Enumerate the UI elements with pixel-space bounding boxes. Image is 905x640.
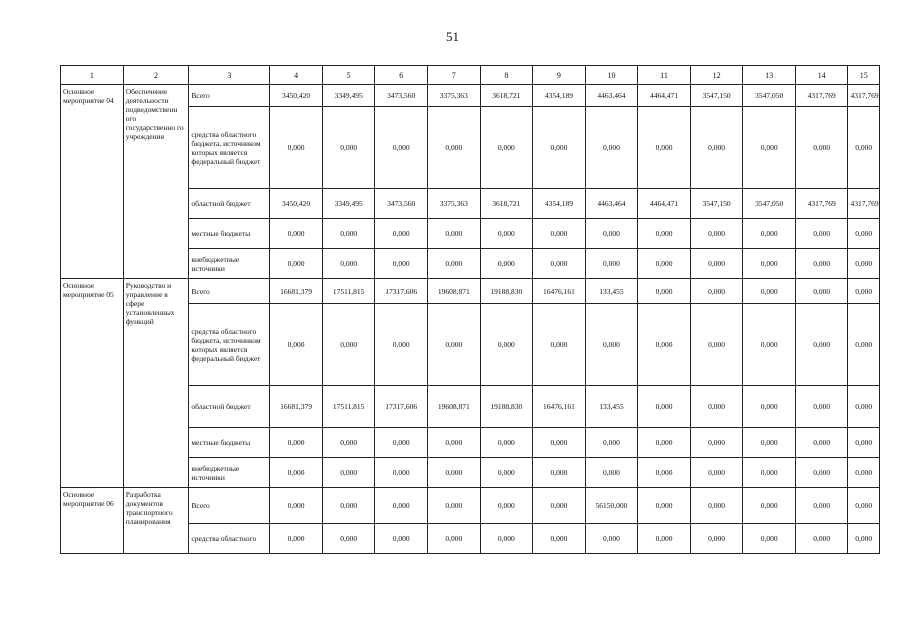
value-cell: 0,000	[375, 428, 428, 458]
value-cell: 0,000	[375, 249, 428, 279]
value-cell: 19188,830	[480, 279, 533, 304]
funding-source-cell: средства областного бюджета, источником которых является федеральный бюджет	[189, 304, 270, 386]
value-cell: 0,000	[743, 524, 796, 554]
event-cell: Основное мероприятие 05	[61, 279, 124, 488]
table-row	[61, 279, 880, 304]
value-cell: 0,000	[638, 107, 691, 189]
column-header: 7	[427, 66, 480, 85]
value-cell: 0,000	[848, 219, 880, 249]
value-cell: 0,000	[638, 458, 691, 488]
value-cell: 0,000	[322, 428, 375, 458]
value-cell: 0,000	[270, 107, 323, 189]
value-cell: 0,000	[638, 279, 691, 304]
value-cell: 0,000	[480, 304, 533, 386]
value-cell: 4464,471	[638, 189, 691, 219]
value-cell: 0,000	[795, 524, 848, 554]
value-cell: 0,000	[690, 249, 743, 279]
value-cell: 0,000	[638, 428, 691, 458]
value-cell: 0,000	[270, 524, 323, 554]
value-cell: 0,000	[480, 249, 533, 279]
value-cell: 0,000	[743, 488, 796, 524]
value-cell: 0,000	[743, 428, 796, 458]
value-cell: 0,000	[795, 107, 848, 189]
funding-source-cell: местные бюджеты	[189, 219, 270, 249]
value-cell: 0,000	[322, 524, 375, 554]
column-header: 3	[189, 66, 270, 85]
value-cell: 16681,379	[270, 279, 323, 304]
value-cell: 0,000	[585, 249, 638, 279]
value-cell: 17511,815	[322, 386, 375, 428]
value-cell: 4317,769	[848, 189, 880, 219]
funding-source-cell: Всего	[189, 85, 270, 107]
value-cell: 19608,871	[427, 386, 480, 428]
value-cell: 0,000	[322, 249, 375, 279]
value-cell: 0,000	[270, 458, 323, 488]
value-cell: 0,000	[427, 304, 480, 386]
column-header: 1	[61, 66, 124, 85]
value-cell: 0,000	[533, 219, 586, 249]
value-cell: 17317,606	[375, 386, 428, 428]
value-cell: 0,000	[638, 524, 691, 554]
column-header: 4	[270, 66, 323, 85]
value-cell: 0,000	[795, 279, 848, 304]
table-row	[61, 85, 880, 107]
value-cell: 0,000	[690, 304, 743, 386]
column-header: 9	[533, 66, 586, 85]
value-cell: 0,000	[427, 488, 480, 524]
column-header: 8	[480, 66, 533, 85]
value-cell: 3547,050	[743, 85, 796, 107]
value-cell: 0,000	[322, 458, 375, 488]
value-cell: 17317,606	[375, 279, 428, 304]
value-cell: 0,000	[375, 488, 428, 524]
value-cell: 0,000	[480, 458, 533, 488]
value-cell: 3618,721	[480, 85, 533, 107]
value-cell: 0,000	[743, 386, 796, 428]
funding-table	[60, 65, 880, 554]
value-cell: 0,000	[690, 279, 743, 304]
value-cell: 16476,161	[533, 386, 586, 428]
value-cell: 4464,471	[638, 85, 691, 107]
event-title-cell: Разработка документов транспортного планирования	[123, 488, 189, 554]
funding-source-cell: внебюджетные источники	[189, 458, 270, 488]
value-cell: 0,000	[638, 249, 691, 279]
value-cell: 4354,189	[533, 85, 586, 107]
value-cell: 0,000	[270, 219, 323, 249]
column-header: 10	[585, 66, 638, 85]
value-cell: 4317,769	[795, 189, 848, 219]
value-cell: 0,000	[375, 458, 428, 488]
funding-source-cell: Всего	[189, 279, 270, 304]
value-cell: 0,000	[795, 428, 848, 458]
value-cell: 0,000	[533, 458, 586, 488]
value-cell: 0,000	[585, 304, 638, 386]
value-cell: 3547,050	[743, 189, 796, 219]
value-cell: 0,000	[480, 428, 533, 458]
value-cell: 3349,495	[322, 189, 375, 219]
value-cell: 0,000	[743, 279, 796, 304]
value-cell: 0,000	[848, 107, 880, 189]
value-cell: 0,000	[848, 458, 880, 488]
value-cell: 0,000	[690, 524, 743, 554]
value-cell: 0,000	[480, 488, 533, 524]
value-cell: 4317,769	[848, 85, 880, 107]
value-cell: 0,000	[270, 249, 323, 279]
funding-source-cell: средства областного	[189, 524, 270, 554]
funding-source-cell: местные бюджеты	[189, 428, 270, 458]
value-cell: 0,000	[270, 488, 323, 524]
value-cell: 0,000	[795, 249, 848, 279]
value-cell: 4463,464	[585, 189, 638, 219]
value-cell: 3547,150	[690, 189, 743, 219]
funding-source-cell: областной бюджет	[189, 189, 270, 219]
value-cell: 0,000	[322, 107, 375, 189]
table-row	[61, 488, 880, 524]
value-cell: 0,000	[585, 219, 638, 249]
value-cell: 0,000	[638, 219, 691, 249]
header-row	[61, 66, 880, 85]
funding-source-cell: Всего	[189, 488, 270, 524]
value-cell: 0,000	[427, 428, 480, 458]
funding-source-cell: средства областного бюджета, источником которых является федеральный бюджет	[189, 107, 270, 189]
value-cell: 3375,363	[427, 85, 480, 107]
value-cell: 0,000	[375, 219, 428, 249]
value-cell: 0,000	[427, 219, 480, 249]
value-cell: 0,000	[848, 304, 880, 386]
value-cell: 0,000	[743, 219, 796, 249]
funding-source-cell: внебюджетные источники	[189, 249, 270, 279]
page-number: 51	[446, 29, 459, 44]
value-cell: 3473,560	[375, 85, 428, 107]
value-cell: 0,000	[480, 524, 533, 554]
column-header: 14	[795, 66, 848, 85]
value-cell: 0,000	[533, 249, 586, 279]
column-header: 5	[322, 66, 375, 85]
value-cell: 17511,815	[322, 279, 375, 304]
value-cell: 0,000	[585, 524, 638, 554]
column-header: 6	[375, 66, 428, 85]
value-cell: 0,000	[322, 488, 375, 524]
value-cell: 56150,000	[585, 488, 638, 524]
value-cell: 0,000	[480, 107, 533, 189]
value-cell: 0,000	[848, 428, 880, 458]
event-cell: Основное мероприятие 04	[61, 85, 124, 279]
value-cell: 0,000	[427, 458, 480, 488]
value-cell: 0,000	[322, 304, 375, 386]
value-cell: 0,000	[480, 219, 533, 249]
value-cell: 4463,464	[585, 85, 638, 107]
value-cell: 0,000	[690, 219, 743, 249]
value-cell: 4354,189	[533, 189, 586, 219]
value-cell: 0,000	[533, 107, 586, 189]
value-cell: 0,000	[848, 488, 880, 524]
value-cell: 0,000	[533, 488, 586, 524]
column-header: 11	[638, 66, 691, 85]
value-cell: 0,000	[427, 524, 480, 554]
value-cell: 0,000	[795, 304, 848, 386]
event-title-cell: Обеспечение деятельности подведомственн ого государственно го учреждения	[123, 85, 189, 279]
value-cell: 0,000	[375, 524, 428, 554]
value-cell: 0,000	[743, 304, 796, 386]
value-cell: 0,000	[427, 107, 480, 189]
column-header: 13	[743, 66, 796, 85]
value-cell: 0,000	[795, 386, 848, 428]
value-cell: 3450,420	[270, 189, 323, 219]
value-cell: 3375,363	[427, 189, 480, 219]
value-cell: 0,000	[848, 249, 880, 279]
value-cell: 0,000	[795, 458, 848, 488]
value-cell: 3547,150	[690, 85, 743, 107]
value-cell: 0,000	[375, 107, 428, 189]
value-cell: 0,000	[533, 428, 586, 458]
value-cell: 16681,379	[270, 386, 323, 428]
value-cell: 0,000	[585, 458, 638, 488]
value-cell: 0,000	[690, 107, 743, 189]
value-cell: 0,000	[270, 428, 323, 458]
column-header: 15	[848, 66, 880, 85]
value-cell: 19608,871	[427, 279, 480, 304]
value-cell: 0,000	[375, 304, 428, 386]
value-cell: 0,000	[638, 304, 691, 386]
value-cell: 3450,420	[270, 85, 323, 107]
value-cell: 0,000	[533, 524, 586, 554]
value-cell: 4317,769	[795, 85, 848, 107]
value-cell: 0,000	[848, 386, 880, 428]
value-cell: 0,000	[690, 386, 743, 428]
value-cell: 0,000	[848, 279, 880, 304]
value-cell: 0,000	[690, 488, 743, 524]
value-cell: 133,455	[585, 386, 638, 428]
value-cell: 0,000	[795, 488, 848, 524]
value-cell: 0,000	[585, 428, 638, 458]
column-header: 12	[690, 66, 743, 85]
value-cell: 19188,830	[480, 386, 533, 428]
value-cell: 3473,560	[375, 189, 428, 219]
value-cell: 0,000	[848, 524, 880, 554]
value-cell: 0,000	[638, 386, 691, 428]
value-cell: 0,000	[533, 304, 586, 386]
column-header: 2	[123, 66, 189, 85]
value-cell: 0,000	[743, 458, 796, 488]
value-cell: 0,000	[585, 107, 638, 189]
value-cell: 0,000	[795, 219, 848, 249]
value-cell: 3618,721	[480, 189, 533, 219]
value-cell: 0,000	[743, 249, 796, 279]
value-cell: 133,455	[585, 279, 638, 304]
value-cell: 0,000	[690, 458, 743, 488]
value-cell: 0,000	[638, 488, 691, 524]
value-cell: 0,000	[690, 428, 743, 458]
value-cell: 0,000	[322, 219, 375, 249]
value-cell: 0,000	[270, 304, 323, 386]
value-cell: 0,000	[743, 107, 796, 189]
event-title-cell: Руководство и управление в сфере установленных функций	[123, 279, 189, 488]
funding-source-cell: областной бюджет	[189, 386, 270, 428]
event-cell: Основное мероприятие 06	[61, 488, 124, 554]
value-cell: 0,000	[427, 249, 480, 279]
value-cell: 16476,161	[533, 279, 586, 304]
value-cell: 3349,495	[322, 85, 375, 107]
